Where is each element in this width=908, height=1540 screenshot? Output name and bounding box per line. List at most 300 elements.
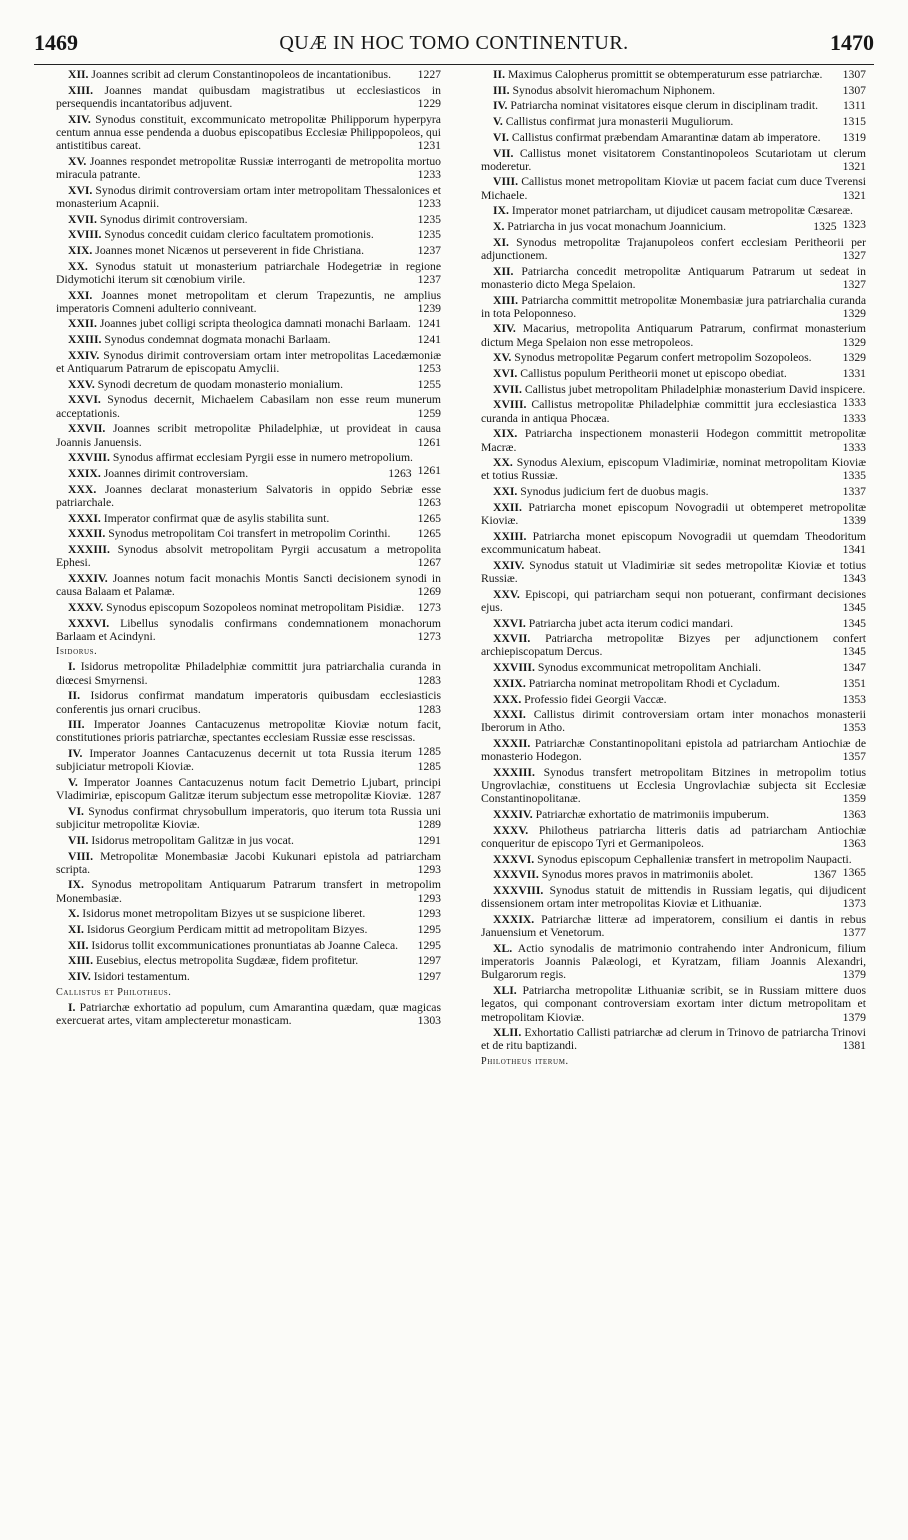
entry-page-number: 1263 [417, 495, 441, 509]
entry-page-number: 1285 [417, 760, 441, 774]
entry-text: Exhortatio Callisti patriarchæ ad clerum in Trinovo de patriarcha Trinovi et de ritu baptizandi. [481, 1026, 867, 1053]
entry-page-number: 1343 [842, 571, 866, 585]
entry-text: Synodus dirimit controversiam ortam inter metropolitam Thessalonices et monasterium Acapnii. [56, 183, 442, 210]
toc-entry [481, 147, 866, 173]
entry-number: V. [493, 115, 503, 129]
entry-text: Synodus metropolitæ Pegarum confert metropolim Sozopoleos. [514, 351, 812, 365]
entry-page-number: 1365 [842, 865, 866, 879]
entry-text: Joannes dirimit controversiam. [103, 466, 249, 480]
entry-text: Synodus episcopum Sozopoleos nominat metropolitam Pisidiæ. [106, 600, 405, 614]
entry-number: I. [68, 660, 76, 674]
entry-text: Synodus metropolitam Antiquarum Patrarum transfert in metropolim Monembasiæ. [56, 878, 441, 905]
entry-text: Episcopi, qui patriarcham sequi non potuerant, confirmant decisiones ejus. [481, 587, 866, 614]
entry-text: Isidorus confirmat mandatum imperatoris quibusdam ecclesiasticis conferentis jus ornari crucibus. [56, 689, 442, 716]
entry-text: Patriarcha concedit metropolitæ Antiquarum Patrarum ut sedeat in monasterio dicto Mega Spelaion. [481, 264, 867, 291]
toc-entry [481, 1026, 866, 1052]
entry-page-number: 1367 [813, 868, 837, 882]
entry-number: XXIV. [493, 558, 525, 572]
toc-entry [481, 294, 866, 320]
entry-page-number: 1283 [417, 702, 441, 716]
toc-entry [56, 689, 441, 715]
entry-page-number: 1235 [417, 212, 441, 226]
entry-text: Maximus Calopherus promittit se obtemperaturum esse patriarchæ. [507, 68, 823, 81]
entry-page-number: 1287 [417, 789, 441, 803]
toc-entry [56, 467, 441, 480]
entry-number: XXV. [68, 377, 95, 391]
entry-page-number: 1261 [417, 464, 441, 478]
entry-number: XIII. [68, 83, 94, 97]
entry-text: Patriarchæ exhortatio de matrimoniis impuberum. [535, 808, 770, 822]
entry-number: XII. [493, 264, 514, 278]
toc-entry [56, 378, 441, 391]
entry-text: Synodus metropolitam Coi transfert in metropolim Corinthi. [108, 527, 391, 541]
toc-entry [481, 68, 866, 81]
toc-entry [481, 766, 866, 806]
entry-page-number: 1333 [842, 411, 866, 425]
entry-page-number: 1327 [842, 248, 866, 262]
entry-page-number: 1273 [417, 600, 441, 614]
entry-number: XXXVI. [493, 852, 535, 866]
entry-page-number: 1297 [417, 970, 441, 984]
entry-page-number: 1297 [417, 954, 441, 968]
entry-page-number: 1379 [842, 968, 866, 982]
toc-entry [56, 572, 441, 598]
toc-entry [56, 954, 441, 967]
toc-entry [56, 1001, 441, 1027]
entry-page-number: 1379 [842, 1010, 866, 1024]
entry-text: Patriarcha metropolitæ Lithuaniæ scribit, se in Russiam mittere duos legatos, qui componant controversiam exortam inter dictum metropolitam et metropolitam Kioviæ. [481, 984, 867, 1024]
entry-number: II. [493, 68, 506, 81]
entry-number: XXIX. [68, 466, 101, 480]
toc-entry [56, 617, 441, 643]
entry-text: Callistus confirmat præbendam Amarantinæ datam ab imperatore. [511, 130, 821, 144]
entry-number: XI. [68, 923, 84, 937]
entry-number: XXXV. [68, 600, 104, 614]
entry-text: Joannes scribit ad clerum Constantinopoleos de incantationibus. [91, 68, 391, 81]
toc-entry [56, 289, 441, 315]
toc-entry [56, 260, 441, 286]
entry-number: I. [68, 1000, 76, 1014]
entry-number: III. [68, 718, 85, 732]
entry-number: XXXV. [493, 823, 529, 837]
entry-page-number: 1341 [842, 543, 866, 556]
entry-page-number: 1377 [842, 926, 866, 940]
entry-text: Metropolitæ Monembasiæ Jacobi Kukunari epistola ad patriarcham scripta. [56, 849, 441, 876]
entry-number: IX. [68, 878, 84, 892]
toc-entry [481, 617, 866, 630]
entry-number: XXVII. [68, 422, 106, 436]
entry-page-number: 1263 [388, 466, 412, 480]
entry-page-number: 1363 [842, 837, 866, 851]
section-heading: Philotheus iterum. [481, 1056, 569, 1068]
left-column [56, 68, 441, 1030]
entry-number: XXXIII. [68, 543, 110, 556]
entry-text: Joannes jubet colligi scripta theologica damnati monachi Barlaam. [99, 317, 411, 331]
entry-number: XXIX. [493, 676, 526, 690]
entry-text: Joannes monet Nicænos ut perseverent in fide Christiana. [95, 243, 365, 257]
entry-page-number: 1227 [417, 68, 441, 81]
entry-number: XXXVII. [493, 868, 539, 882]
entry-number: VIII. [493, 175, 519, 189]
toc-entry [481, 559, 866, 585]
entry-text: Actio synodalis de matrimonio contrahendo inter Andronicum, filium imperatoris Joannis Palæologi, et Kyratzam, filiam Joannis Alexandri, Bulgarorum regis. [481, 941, 867, 982]
entry-number: XXXIII. [493, 766, 535, 780]
entry-page-number: 1295 [417, 938, 441, 952]
entry-text: Isidorus tollit excommunicationes pronuntiatas ab Joanne Caleca. [91, 938, 399, 952]
entry-page-number: 1353 [842, 721, 866, 735]
entry-text: Patriarcha in jus vocat monachum Joannicium. [507, 220, 727, 234]
entry-text: Patriarcha monet episcopum Novogradii ut quemdam Theodoritum excommunicatum habeat. [481, 529, 866, 556]
toc-entry [56, 850, 441, 876]
entry-number: XV. [68, 154, 87, 168]
toc-entry [481, 824, 866, 850]
entry-text: Synodus decernit, Michaelem Cabasilam non esse reum munerum acceptationis. [56, 393, 442, 420]
toc-entry [481, 913, 866, 939]
toc-entry [481, 217, 866, 234]
entry-text: Callistus populum Peritheorii monet ut episcopo obediat. [520, 367, 787, 381]
entry-number: XXVIII. [68, 451, 110, 465]
toc-entry [56, 333, 441, 346]
entry-number: IX. [493, 204, 509, 218]
toc-entry [56, 744, 441, 774]
entry-text: Synodus constituit, excommunicato metropolitæ Philipporum hyperpyra centum annua esse pendenda a duobus episcopatibus Ecclesiæ Philippopoleos, qui antistitibus careat. [56, 112, 441, 153]
entry-text: Callistus monet metropolitam Kioviæ ut pacem faciat cum duce Tverensi Michaele. [481, 175, 867, 202]
entry-page-number: 1233 [417, 167, 441, 181]
toc-entry [56, 601, 441, 614]
entry-page-number: 1293 [417, 907, 441, 921]
entry-number: XLII. [493, 1026, 522, 1040]
entry-text: Patriarcha jubet acta iterum codici mandari. [528, 616, 734, 630]
toc-entry [481, 395, 866, 425]
toc-entry [481, 737, 866, 763]
toc-entry [481, 236, 866, 262]
entry-number: XII. [68, 938, 89, 952]
entry-text: Synodus metropolitæ Trajanupoleos confert ecclesiam Peritheorii per adjunctionem. [481, 235, 866, 262]
entry-number: XXXIV. [68, 571, 108, 585]
entry-text: Imperator Joannes Cantacuzenus decernit ut tota Russia iterum subjiciatur metropoli Kioviæ. [56, 747, 412, 774]
toc-entry [56, 834, 441, 847]
section-heading: Callistus et Philotheus. [56, 986, 172, 998]
entry-number: III. [493, 83, 510, 97]
entry-page-number: 1321 [842, 188, 866, 202]
entry-text: Patriarcha inspectionem monasterii Hodegon committit metropolitæ Macræ. [481, 427, 867, 454]
entry-text: Libellus synodalis confirmans condemnationem monachorum Barlaam et Acindyni. [56, 616, 441, 643]
toc-entry [481, 175, 866, 201]
entry-number: XXI. [493, 485, 518, 499]
entry-page-number: 1291 [417, 833, 441, 847]
entry-text: Synodus dirimit controversiam. [99, 212, 248, 226]
entry-number: XIX. [493, 427, 518, 441]
entry-number: XIII. [68, 954, 94, 968]
toc-entry [56, 68, 441, 81]
entry-number: XLI. [493, 984, 517, 998]
toc-entry [481, 530, 866, 556]
entry-text: Patriarcha monet episcopum Novogradii ut obtemperet metropolitæ Kioviæ. [481, 500, 866, 528]
entry-text: Synodus statuit ut monasterium patriarchale Hodegetriæ in regione Didymotichi iterum sit cœnobium virile. [56, 259, 442, 286]
entry-number: V. [68, 776, 78, 790]
entry-number: XXVI. [68, 393, 101, 407]
entry-text: Synodus confirmat chrysobullum imperatoris, quo iterum tota Russia uni subjicitur metropolitæ Kioviæ. [56, 804, 442, 832]
entry-number: XXX. [493, 692, 522, 706]
entry-number: XIV. [493, 322, 516, 336]
entry-number: XVI. [68, 183, 93, 197]
toc-entry [56, 483, 441, 509]
entry-page-number: 1353 [842, 692, 866, 706]
entry-number: XXXI. [68, 511, 101, 525]
entry-page-number: 1311 [843, 99, 866, 113]
entry-text: Callistus dirimit controversiam ortam inter monachos monasterii Iberorum in Atho. [481, 708, 866, 735]
entry-number: XXXII. [493, 737, 531, 751]
entry-text: Synodus excommunicat metropolitam Anchiali. [537, 661, 762, 675]
entry-page-number: 1285 [417, 744, 441, 758]
entry-text: Patriarcha nominat visitatores eisque clerum in disciplinam tradit. [510, 99, 819, 113]
entry-number: XVIII. [68, 228, 102, 242]
entry-text: Imperator monet patriarcham, ut dijudicet causam metropolitæ Cæsareæ. [511, 204, 853, 218]
entry-page-number: 1381 [842, 1039, 866, 1053]
toc-entry [56, 184, 441, 210]
entry-text: Patriarcha nominat metropolitam Rhodi et Cycladum. [528, 676, 780, 690]
toc-entry [56, 939, 441, 952]
entry-number: XXX. [68, 482, 97, 496]
entry-number: XXII. [493, 500, 522, 514]
toc-entry [481, 808, 866, 821]
entry-page-number: 1333 [842, 395, 866, 409]
toc-entry [56, 776, 441, 802]
entry-text: Joannes notum facit monachis Montis Sancti decisionem synodi in causa Balaam et Palamæ. [56, 571, 442, 599]
entry-page-number: 1233 [417, 196, 441, 210]
entry-page-number: 1345 [842, 600, 866, 614]
entry-number: XXVII. [493, 632, 531, 646]
entry-text: Callistus monet visitatorem Constantinopoleos Scutariotam ut clerum moderetur. [481, 146, 866, 173]
toc-entry [56, 805, 441, 831]
entry-text: Imperator confirmat quæ de asylis stabilita sunt. [103, 511, 330, 525]
entry-page-number: 1229 [417, 96, 441, 110]
toc-entry [56, 317, 441, 330]
entry-page-number: 1239 [417, 301, 441, 315]
entry-page-number: 1373 [842, 897, 866, 911]
toc-entry [56, 228, 441, 241]
entry-page-number: 1237 [417, 243, 441, 257]
entry-page-number: 1359 [842, 792, 866, 806]
toc-entry [56, 878, 441, 904]
entry-number: XVIII. [493, 398, 527, 412]
entry-page-number: 1321 [842, 159, 866, 173]
entry-text: Philotheus patriarcha litteris datis ad patriarcham Antiochiæ conqueritur de episcopo Tyri et Germanipoleos. [481, 823, 866, 851]
entry-page-number: 1269 [417, 585, 441, 599]
entry-text: Patriarchæ litteræ ad imperatorem, consilium ei dantis in rebus Januensium et Venetorum. [481, 913, 866, 940]
toc-entry [56, 84, 441, 110]
entry-number: XL. [493, 941, 513, 955]
toc-entry [56, 970, 441, 983]
entry-text: Joannes respondet metropolitæ Russiæ interroganti de metropolita mortuo miracula patrante. [56, 154, 442, 181]
entry-text: Patriarchæ exhortatio ad populum, cum Amarantina quædam, quæ magicas exercuerat artes, vitam amplecteretur monasticam. [56, 1000, 441, 1028]
page-number-right: 1470 [830, 30, 874, 55]
entry-number: VII. [493, 146, 514, 160]
entry-page-number: 1303 [417, 1014, 441, 1028]
entry-page-number: 1253 [417, 362, 441, 376]
entry-text: Synodus dirimit controversiam ortam inter metropolitas Lacedæmoniæ et Antiquarum Patrarum de episcopatu Amyclii. [56, 348, 441, 376]
entry-page-number: 1315 [842, 115, 866, 129]
entry-text: Synodus concedit cuidam clerico facultatem promotionis. [104, 228, 374, 242]
toc-entry [56, 349, 441, 375]
toc-entry [481, 485, 866, 498]
entry-page-number: 1363 [842, 808, 866, 822]
entry-text: Joannes scribit metropolitæ Philadelphiæ, ut provideat in causa Joannis Januensis. [56, 422, 441, 449]
toc-entry [56, 244, 441, 257]
entry-page-number: 1347 [842, 661, 866, 675]
entry-text: Synodus affirmat ecclesiam Pyrgii esse in numero metropolium. [112, 451, 413, 465]
entry-page-number: 1293 [417, 862, 441, 876]
entry-text: Synodus Alexium, episcopum Vladimiriæ, nominat metropolitam Kioviæ et totius Russiæ. [481, 456, 866, 483]
entry-number: XV. [493, 351, 512, 365]
toc-entry [481, 677, 866, 690]
entry-page-number: 1331 [842, 367, 866, 381]
toc-entry [56, 527, 441, 540]
toc-entry [481, 501, 866, 527]
entry-page-number: 1293 [417, 891, 441, 905]
entry-number: XIV. [68, 970, 91, 984]
toc-entry [56, 213, 441, 226]
entry-number: XXVIII. [493, 661, 535, 675]
entry-number: VI. [68, 804, 84, 818]
entry-page-number: 1283 [417, 673, 441, 687]
toc-entry [481, 99, 866, 112]
entry-number: XIX. [68, 243, 93, 257]
entry-page-number: 1241 [417, 333, 441, 347]
entry-number: XXXVIII. [493, 884, 544, 898]
entry-text: Synodi decretum de quodam monasterio monialium. [97, 377, 344, 391]
toc-entry [56, 113, 441, 153]
entry-page-number: 1265 [417, 511, 441, 525]
entry-text: Synodus transfert metropolitam Bitzines in metropolim totius Ungrovlachiæ, constituens ut Ecclesia Ungrovlachiæ subjecta sit Ecclesiæ Constantinopolitanæ. [481, 766, 866, 806]
entry-number: XXV. [493, 587, 520, 601]
entry-number: XXVI. [493, 616, 526, 630]
toc-entry [481, 322, 866, 348]
entry-text: Synodus statuit ut Vladimiriæ sit sedes metropolitæ Kioviæ et totius Russiæ. [481, 558, 866, 585]
toc-entry [481, 884, 866, 910]
toc-entry [56, 393, 441, 419]
entry-page-number: 1357 [842, 750, 866, 764]
entry-number: IV. [68, 747, 83, 761]
toc-entry [481, 265, 866, 291]
toc-entry [481, 661, 866, 674]
entry-text: Isidorus Georgium Perdicam mittit ad metropolitam Bizyes. [86, 923, 368, 937]
entry-number: XX. [68, 259, 88, 273]
entry-number: XXII. [68, 317, 97, 331]
entry-text: Joannes declarat monasterium Salvatoris in oppido Sebriæ esse patriarchale. [56, 482, 441, 509]
right-column [481, 68, 866, 1070]
entry-text: Patriarchæ Constantinopolitani epistola ad patriarcham Antiochiæ de monasterio Hodegon. [481, 737, 867, 764]
entry-text: Isidorus metropolitæ Philadelphiæ committit jura patriarchalia curanda in diœcesi Smyrnensi. [56, 660, 441, 687]
entry-text: Imperator Joannes Cantacuzenus notum facit Demetrio Ljubart, principi Vladimiriæ, episcopum Galitzæ iterum subjectum esse metropolitæ Kioviæ. [56, 776, 441, 803]
entry-page-number: 1307 [842, 83, 866, 97]
entry-text: Synodus absolvit hieromachum Niphonem. [512, 83, 716, 97]
entry-page-number: 1255 [417, 377, 441, 391]
entry-number: XIII. [493, 293, 519, 307]
entry-number: XIV. [68, 112, 91, 126]
entry-page-number: 1273 [417, 629, 441, 643]
entry-number: XXXI. [493, 708, 526, 722]
toc-entry [481, 131, 866, 144]
section-heading: Isidorus. [56, 646, 98, 658]
toc-entry [481, 708, 866, 734]
entry-number: X. [68, 907, 80, 921]
toc-entry [56, 660, 441, 686]
table-of-contents [56, 68, 872, 1488]
entry-page-number: 1237 [417, 272, 441, 286]
entry-page-number: 1337 [842, 485, 866, 499]
entry-page-number: 1261 [417, 435, 441, 449]
entry-number: II. [68, 689, 81, 703]
entry-text: Callistus confirmat jura monasterii Muguliorum. [505, 115, 734, 129]
toc-entry [56, 907, 441, 920]
entry-number: XX. [493, 456, 513, 470]
entry-text: Isidorus monet metropolitam Bizyes ut se suspicione liberet. [82, 907, 366, 921]
entry-text: Imperator Joannes Cantacuzenus metropolitæ Kioviæ notum facit, constitutiones prioris patriarchæ, spectantes ecclesiam Russiæ esse rescissas. [56, 718, 441, 745]
entry-page-number: 1333 [842, 440, 866, 454]
entry-page-number: 1235 [417, 228, 441, 242]
entry-page-number: 1329 [842, 335, 866, 349]
toc-entry [56, 422, 441, 448]
entry-text: Synodus condemnat dogmata monachi Barlaam. [104, 333, 331, 347]
entry-number: VII. [68, 833, 89, 847]
entry-number: XXXIV. [493, 808, 533, 822]
toc-entry [481, 693, 866, 706]
entry-number: XVII. [68, 212, 97, 226]
entry-text: Patriarcha metropolitæ Bizyes per adjunctionem confert archiepiscopatum Dercus. [481, 632, 866, 659]
entry-page-number: 1345 [842, 645, 866, 659]
entry-page-number: 1339 [842, 514, 866, 528]
entry-page-number: 1327 [842, 277, 866, 291]
toc-entry [481, 942, 866, 982]
toc-entry [56, 512, 441, 525]
entry-number: XXXIX. [493, 913, 535, 927]
entry-number: XXIV. [68, 348, 100, 362]
entry-number: XII. [68, 68, 89, 81]
toc-entry [481, 351, 866, 364]
toc-entry [481, 632, 866, 658]
entry-page-number: 1241 [417, 317, 441, 331]
entry-number: XXI. [68, 288, 93, 302]
entry-page-number: 1329 [842, 306, 866, 320]
entry-number: XXIII. [68, 333, 102, 347]
entry-page-number: 1295 [417, 923, 441, 937]
entry-page-number: 1325 [813, 220, 837, 234]
entry-number: XVI. [493, 367, 518, 381]
toc-entry [481, 984, 866, 1024]
entry-number: X. [493, 220, 505, 234]
toc-entry [481, 115, 866, 128]
toc-entry [56, 543, 441, 569]
entry-page-number: 1289 [417, 818, 441, 832]
toc-entry [481, 456, 866, 482]
entry-page-number: 1267 [417, 556, 441, 570]
entry-number: XI. [493, 235, 509, 249]
toc-entry [56, 923, 441, 936]
entry-text: Macarius, metropolita Antiquarum Patrarum, confirmat monasterium dictum Mega Spelaion non esse metropoleos. [481, 322, 866, 349]
running-header [34, 30, 874, 65]
entry-page-number: 1259 [417, 406, 441, 420]
toc-entry [481, 427, 866, 453]
entry-text: Synodus absolvit metropolitam Pyrgii accusatum a metropolita Ephesi. [56, 543, 442, 570]
entry-number: XXIII. [493, 529, 527, 543]
entry-number: VIII. [68, 849, 94, 863]
entry-text: Joannes monet metropolitam et clerum Trapezuntis, ne amplius imperatoris Comneni adulterio conniveant. [56, 288, 442, 315]
entry-page-number: 1307 [842, 68, 866, 81]
entry-number: XXXVI. [68, 616, 110, 630]
toc-entry [56, 155, 441, 181]
entry-text: Isidori testamentum. [93, 970, 190, 984]
